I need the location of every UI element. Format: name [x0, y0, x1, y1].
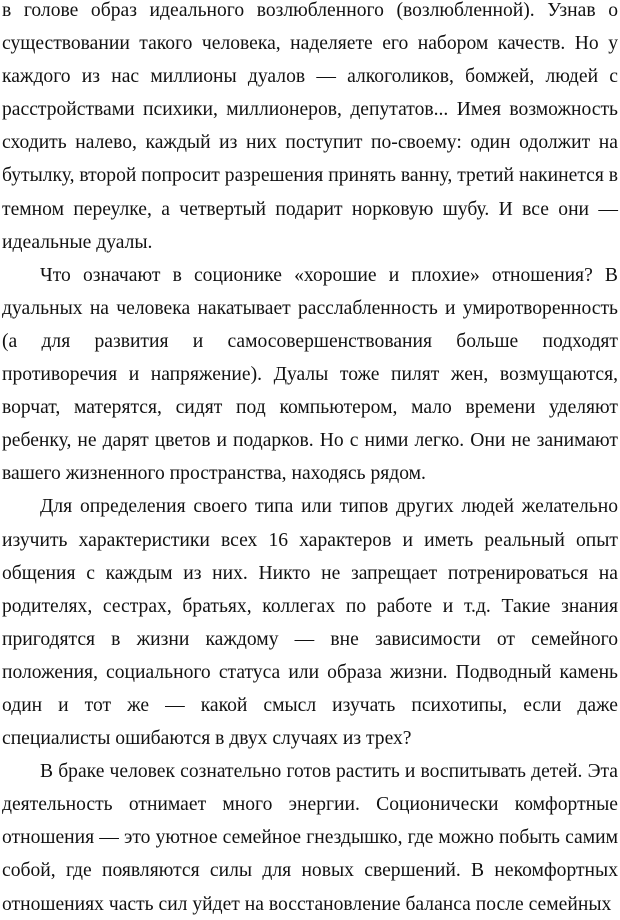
body-text: [2, 0, 618, 920]
paragraph-type-definition: Для определения своего типа или типов других людей желательно изучить характеристики всех 16 характеров и иметь реальный опыт общения с каждым из них. Никто не запрещает потренироваться на родителях, сестрах, братьях, коллегах по работе и т.д. Такие знания пригодятся в жизни каждому — вне зависимости от семейного положения, социального статуса или образа жизни. Подводный камень один и тот же — какой смысл изучать психотипы, если даже специалисты ошибаются в двух случаях из трех?: [2, 496, 618, 750]
paragraph-relations: Что означают в соционике «хорошие и плохие» отношения? В дуальных на человека накатывает расслабленность и умиротворенность (а для развития и самосовершенствования больше подходят противоречия и напряжение). Дуалы тоже пилят жен, возмущаются, ворчат, матерятся, сидят под компьютером, мало времени уделяют ребенку, не дарят цветов и подарков. Но с ними легко. Они не занимают вашего жизненного пространства, находясь рядом.: [2, 264, 618, 485]
paragraph-continuation: в голове образ идеального возлюбленного (возлюбленной). Узнав о существовании такого человека, наделяете его набором качеств. Но у каждого из нас миллионы дуалов — алкоголиков, бомжей, людей с расстройствами психики, миллионеров, депутатов... Имея возможность сходить налево, каждый из них поступит по-своему: один одолжит на бутылку, второй попросит разрешения принять ванну, третий накинется в темном переулке, а четвертый подарит норковую шубу. И все они — идеальные дуалы.: [2, 0, 618, 253]
paragraph-marriage: В браке человек сознательно готов растить и воспитывать детей. Эта деятельность отнимает много энергии. Соционически комфортные отношения — это уютное семейное гнездышко, где можно побыть самим собой, где появляются силы для новых свершений. В некомфортных отношениях часть сил уйдет на восстановление баланса после семейных: [2, 761, 618, 915]
